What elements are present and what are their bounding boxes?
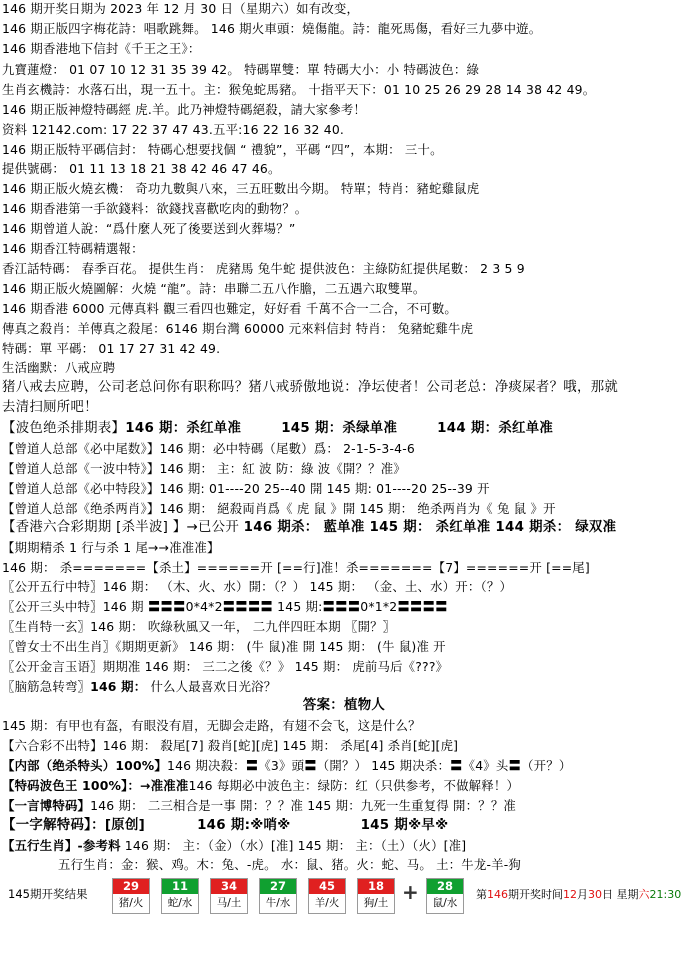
kill-head-line: 【内部（绝杀特头）100%】146 期决殺：〓《3》頭〓（開？） 145 期决杀：〓《4》头〓（开？） <box>2 758 572 773</box>
ball-zodiac: 马/土 <box>216 897 242 909</box>
text-line: 傳真之殺肖：羊傳真之殺尾：6146 期台灣 60000 元來料信封 特肖： 兔豬蛇雞牛虎 <box>2 321 474 336</box>
text-line: 146 期香港地下信封《千王之王》： <box>2 41 201 56</box>
text-line: 146 期正版火燒玄機： 奇功九數與八來，三五旺數出今期。 特單；特肖：豬蛇雞鼠虎 <box>2 181 480 196</box>
ball-number: 29 <box>113 879 149 894</box>
text-line: 145 期：有甲也有盔，有眼没有眉，无脚会走路，有翅不会飞，这是什么？ <box>2 718 421 733</box>
one-char-line: 【一字解特码】：[原创] 146 期:※哨※ 145 期※早※ <box>2 818 449 833</box>
ball-number: 28 <box>427 879 463 894</box>
ball-number: 27 <box>260 879 296 894</box>
special-ball <box>426 878 464 914</box>
ball-number: 18 <box>358 879 394 894</box>
plus-sign: + <box>402 880 419 904</box>
text-line: 146 期正版火燒圖解：火燒 “龍”。詩：串聯二五八作膽，二五遇六取雙單。 <box>2 281 426 296</box>
text-line: 146 期： 杀=======【杀土】======开 [==行]准！杀=======【7】======开 [==尾] <box>2 560 590 575</box>
ball-zodiac: 狗/土 <box>363 897 389 909</box>
text-line: 资料 12142.com: 17 22 37 47 43.五平:16 22 16 32 40. <box>2 122 345 137</box>
text-line: 146 期曾道人說：“爲什麼人死了後要送到火葬場？” <box>2 221 296 236</box>
next-draw-info: 第146期开奖时间12月30日 星期六21:30 <box>476 888 682 901</box>
result-ball <box>161 878 199 914</box>
riddle-answer: 答案：植物人 <box>302 698 386 713</box>
text-line: 生肖玄機詩：水落石出，現一五十。主：猴兔蛇馬豬。 十指平天下：01 10 25 26 29 28 14 38 42 49。 <box>2 82 596 97</box>
result-ball <box>259 878 297 914</box>
text-line: 【六合彩不出特】146 期： 殺尾[7] 殺肖[蛇][虎] 145 期： 杀尾[4] 杀肖[蛇][虎] <box>2 738 459 753</box>
ball-number: 34 <box>211 879 247 894</box>
one-word-line: 【一言博特码】146 期： 二三相合是一事 開：？？准 145 期：九死一生重复得 開：？？准 <box>2 798 517 813</box>
text-line: 〖曾女士不出生肖〗《期期更新》 146 期： (牛 鼠)准 開 145 期： (牛 鼠)准 开 <box>2 639 446 654</box>
text-line: 146 期香港第一手欲錢料：欲錢找喜歡吃肉的動物？。 <box>2 201 308 216</box>
result-ball <box>357 878 395 914</box>
ball-zodiac: 猪/火 <box>118 897 144 909</box>
riddle-line: 〖脑筋急转弯〗146 期： 什么人最喜欢日光浴？ <box>2 679 277 694</box>
text-line: 146 期正版神燈特碼經 虎.羊。此乃神燈特碼絕殺，請大家參考！ <box>2 102 367 117</box>
text-line: 〖公开金言玉语〗期期准 146 期： 三二之後《？》 145 期： 虎前马后《???》 <box>2 659 449 674</box>
text-line: 【期期精杀 1 行与杀 1 尾→→准准准】 <box>2 540 220 555</box>
text-line: 〖生肖特一玄〗146 期： 吹綠秋風又一年， 二九伴四旺本期 〖開？〗 <box>2 619 396 634</box>
draw-results-bar <box>0 876 688 916</box>
results-label: 145期开奖结果 <box>8 887 88 901</box>
text-line: 特碼：單 平碼： 01 17 27 31 42 49. <box>2 341 221 356</box>
text-line: 【曾道人总部《必中尾数》】146 期：必中特碼（尾數）爲： 2-1-5-3-4-6 <box>2 441 415 456</box>
text-line: 146 期正版特平碼信封： 特碼心想要找個 “ 禮貌”，平碼 “四”，本期： 三十。 <box>2 142 443 157</box>
text-line: 五行生肖：金：猴、鸡。木：兔、-虎。 水：鼠、猪。火：蛇、马。 土：牛龙-羊-狗 <box>58 857 521 872</box>
ball-number: 11 <box>162 879 198 894</box>
text-line: 【曾道人总部《必中特段》】146 期: 01----20 25--40 開 145 期: 01----20 25--39 开 <box>2 481 490 496</box>
ball-zodiac: 蛇/水 <box>167 897 193 909</box>
text-line: 【曾道人总部《绝杀两肖》】146 期： 絕殺両肖爲《 虎 鼠 》開 145 期： 绝杀两肖为《 兔 鼠 》开 <box>2 501 556 516</box>
wave-color-line: 【特码波色王 100%】：→准准准146 每期必中波色主：绿防：红（只供参考，不做解释！） <box>2 778 520 793</box>
text-line: 【曾道人总部《一波中特》】146 期： 主：紅 波 防：綠 波《開？？准》 <box>2 461 406 476</box>
ball-zodiac: 鼠/水 <box>432 897 458 909</box>
text-line: 九寶蓮燈： 01 07 10 12 31 35 39 42。 特碼單雙：單 特碼大小：小 特碼波色：綠 <box>2 62 480 77</box>
result-ball <box>210 878 248 914</box>
five-element-line: 【五行生肖】-参考料 146 期： 主：（金）（水）[准] 145 期： 主：（土）（火）[准] <box>2 838 467 853</box>
bose-kill-line: 【波色绝杀排期表】146 期：杀红单准 145 期：杀绿单准 144 期：杀红单准 <box>2 421 554 436</box>
text-line: 146 期正版四字梅花詩：唱歌跳舞。 146 期火車頭：燒傷龍。詩：龍死馬傷，看好三九夢中遊。 <box>2 21 542 36</box>
text-line: 香江話特碼： 春季百花。 提供生肖： 虎豬馬 兔牛蛇 提供波色：主綠防紅提供尾數： 2 3 5 9 <box>2 261 525 276</box>
ball-zodiac: 羊/火 <box>314 897 340 909</box>
half-wave-line: 【香港六合彩期期 [杀半波] 】→已公开 146 期杀： 藍单准 145 期： 杀红单准 144 期杀： 绿双准 <box>2 520 617 535</box>
text-line: 生活幽默：八戒应聘 <box>2 360 116 375</box>
text-line: 去清扫厕所吧！ <box>2 400 98 415</box>
text-line: 〖公开三头中特〗146 期 〓〓〓0*4*2〓〓〓〓 145 期:〓〓〓0*1*2〓〓〓〓 <box>2 599 448 614</box>
text-line: 146 期开奖日期为 2023 年 12 月 30 日（星期六）如有改变， <box>2 1 360 16</box>
text-line: 提供號碼： 01 11 13 18 21 38 42 46 47 46。 <box>2 161 281 176</box>
text-line: 〖公开五行中特〗146 期： （木、火、水）開：（？） 145 期： （金、土、水）开：（？） <box>2 579 513 594</box>
section-heading: 【波色绝杀排期表】 <box>2 421 126 436</box>
text-line: 146 期香江特碼精選報： <box>2 241 144 256</box>
text-line: 猪八戒去应聘，公司老总问你有职称吗？猪八戒骄傲地说：净坛使者！公司老总：净痰屎者？哦，那就 <box>2 380 619 395</box>
result-ball <box>308 878 346 914</box>
ball-zodiac: 牛/水 <box>265 897 291 909</box>
text-line: 146 期香港 6000 元傳真料 觀三看四也難定，好好看 千萬不合一二合，不可數。 <box>2 301 457 316</box>
result-ball <box>112 878 150 914</box>
ball-number: 45 <box>309 879 345 894</box>
